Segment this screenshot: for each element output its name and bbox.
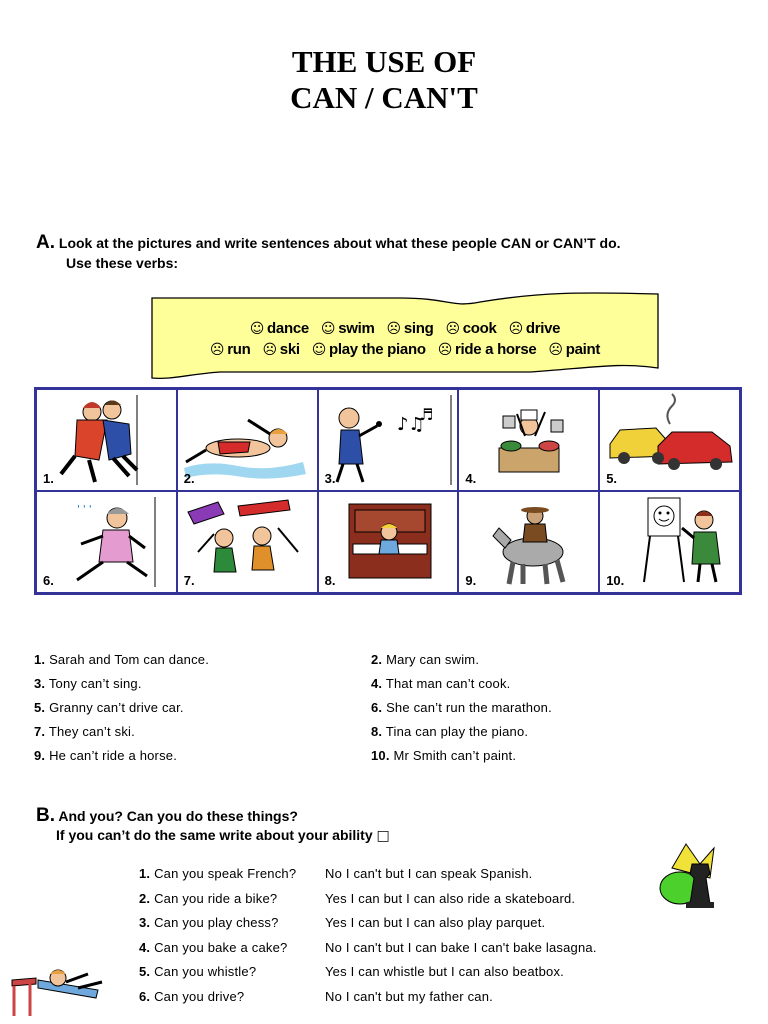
sentence-text: Sarah and Tom can dance. bbox=[49, 652, 210, 667]
sentence-number: 3. bbox=[34, 676, 46, 691]
verb-label: ski bbox=[279, 341, 300, 358]
picture-number: 10. bbox=[606, 573, 625, 588]
section-a-letter: A. bbox=[36, 232, 55, 253]
picture-number: 9. bbox=[465, 573, 477, 588]
question-label: Can you drive? bbox=[154, 988, 245, 1004]
picture-number: 6. bbox=[43, 573, 54, 588]
picture-number: 1. bbox=[43, 471, 54, 486]
sentence-number: 10. bbox=[371, 748, 390, 763]
verb-3 bbox=[445, 320, 496, 337]
picture-number: 7. bbox=[183, 573, 195, 588]
question-number: 3. bbox=[139, 915, 151, 930]
sentence-item bbox=[371, 700, 552, 715]
picture-horse-riding bbox=[458, 491, 599, 593]
sentence-text: That man can’t cook. bbox=[385, 676, 511, 691]
verb-1 bbox=[262, 341, 299, 358]
sentence-number: 5. bbox=[34, 700, 46, 715]
sentence-item bbox=[34, 676, 142, 691]
frown-icon: ☹ bbox=[386, 321, 401, 337]
verb-row-2 bbox=[150, 341, 660, 358]
question-row bbox=[139, 940, 659, 958]
sentence-item bbox=[371, 652, 479, 667]
frown-icon: ☹ bbox=[508, 321, 523, 337]
question-row bbox=[139, 891, 659, 909]
frown-icon: ☹ bbox=[445, 321, 460, 337]
sentence-number: 9. bbox=[34, 748, 46, 763]
verb-4 bbox=[509, 320, 561, 337]
sentence-number: 2. bbox=[371, 652, 383, 667]
frown-icon: ☹ bbox=[209, 342, 225, 358]
verb-label: swim bbox=[338, 320, 375, 337]
question-number: 6. bbox=[139, 988, 151, 1004]
section-a-instruction-line-2: Use these verbs: bbox=[66, 255, 179, 271]
question-number: 2. bbox=[139, 890, 151, 906]
verb-3 bbox=[438, 341, 537, 358]
picture-number: 8. bbox=[324, 573, 336, 588]
question-number: 1. bbox=[139, 866, 151, 881]
question-row bbox=[139, 915, 659, 933]
verb-4 bbox=[548, 341, 600, 358]
verb-label: run bbox=[227, 341, 251, 358]
verb-label: cook bbox=[462, 320, 497, 337]
section-b-instruction-line-2-wrap bbox=[56, 827, 390, 844]
picture-skiing bbox=[177, 491, 318, 593]
frown-icon: ☹ bbox=[437, 342, 452, 358]
picture-running bbox=[36, 491, 177, 593]
answer-text: Yes I can but I can also play parquet. bbox=[325, 915, 546, 930]
section-b-instruction-line-1: And you? Can you do these things? bbox=[58, 808, 298, 824]
sentence-number: 6. bbox=[371, 700, 383, 715]
sentence-text: She can’t run the marathon. bbox=[386, 700, 552, 715]
verb-2 bbox=[312, 341, 426, 358]
picture-swimming bbox=[177, 389, 318, 491]
question-label: Can you speak French? bbox=[154, 866, 297, 881]
answer-text: Yes I can whistle but I can also beatbox. bbox=[325, 964, 564, 979]
answer-text: No I can't but my father can. bbox=[325, 988, 493, 1004]
sentence-number: 1. bbox=[34, 652, 46, 667]
frown-icon: ☹ bbox=[262, 342, 277, 358]
verb-1 bbox=[321, 320, 375, 337]
question-label: Can you whistle? bbox=[154, 964, 257, 979]
picture-cooking bbox=[458, 389, 599, 491]
question-text bbox=[139, 866, 296, 881]
sentence-item bbox=[371, 676, 511, 691]
verb-row-1 bbox=[150, 320, 660, 337]
question-number: 4. bbox=[139, 939, 151, 955]
verb-2 bbox=[387, 320, 434, 337]
verb-label: play the piano bbox=[329, 341, 426, 358]
diving-clipart bbox=[8, 960, 108, 1020]
verb-label: drive bbox=[525, 320, 561, 337]
sentence-item bbox=[34, 748, 177, 763]
verb-label: ride a horse bbox=[454, 341, 537, 358]
sentence-text: They can’t ski. bbox=[48, 724, 135, 739]
chess-clipart bbox=[652, 838, 732, 918]
sentence-text: Tina can play the piano. bbox=[385, 724, 529, 739]
smiley-icon: ☺ bbox=[311, 342, 327, 358]
svg-text:' ' ': ' ' ' bbox=[77, 504, 92, 515]
section-b-instruction bbox=[36, 805, 298, 827]
page-title-line-1: THE USE OF bbox=[291, 44, 477, 79]
picture-painting bbox=[599, 491, 740, 593]
question-text bbox=[139, 940, 287, 955]
question-row bbox=[139, 964, 659, 982]
question-text bbox=[139, 989, 244, 1004]
sentence-item bbox=[34, 700, 184, 715]
picture-number: 5. bbox=[606, 471, 618, 486]
picture-car-crash bbox=[599, 389, 740, 491]
answer-text: No I can't but I can bake I can't bake lasagna. bbox=[325, 939, 597, 955]
verb-label: dance bbox=[267, 320, 309, 337]
verb-label: paint bbox=[565, 341, 601, 358]
picture-dancing bbox=[36, 389, 177, 491]
sentence-number: 4. bbox=[371, 676, 383, 691]
sentence-text: Mary can swim. bbox=[386, 652, 480, 667]
question-number: 5. bbox=[139, 964, 151, 979]
question-row bbox=[139, 866, 659, 884]
question-label: Can you ride a bike? bbox=[154, 890, 278, 906]
sentence-number: 7. bbox=[34, 724, 46, 739]
sentence-item bbox=[371, 724, 528, 739]
svg-text:♪♫: ♪♫ bbox=[396, 414, 425, 435]
picture-piano bbox=[318, 491, 459, 593]
verb-0 bbox=[250, 320, 309, 337]
smiley-icon: ☺ bbox=[249, 321, 265, 337]
question-text bbox=[139, 964, 256, 979]
question-label: Can you bake a cake? bbox=[154, 939, 288, 955]
sentence-number: 8. bbox=[371, 724, 383, 739]
sentence-text: Tony can’t sing. bbox=[48, 676, 142, 691]
picture-number: 4. bbox=[465, 471, 477, 486]
verb-label: sing bbox=[403, 320, 434, 337]
sentence-item bbox=[371, 748, 516, 763]
section-a-instruction bbox=[36, 232, 621, 254]
box-icon: □ bbox=[376, 828, 390, 844]
answer-text: Yes I can but I can also ride a skateboard. bbox=[325, 890, 576, 906]
question-row bbox=[139, 989, 659, 1007]
section-a-instruction-line-1: Look at the pictures and write sentences about what these people CAN or CAN’T do. bbox=[58, 235, 621, 251]
picture-number: 2. bbox=[183, 471, 195, 486]
picture-grid bbox=[34, 387, 742, 595]
question-label: Can you play chess? bbox=[154, 915, 279, 930]
question-text bbox=[139, 915, 279, 930]
section-b-letter: B. bbox=[36, 805, 55, 826]
picture-number: 3. bbox=[324, 471, 336, 486]
question-text bbox=[139, 891, 277, 906]
picture-singing bbox=[318, 389, 459, 491]
section-b-instruction-line-2: If you can’t do the same write about your ability bbox=[56, 827, 373, 843]
sentence-text: He can’t ride a horse. bbox=[49, 748, 178, 763]
verb-box bbox=[150, 290, 660, 382]
svg-text:♬: ♬ bbox=[418, 405, 433, 424]
sentence-text: Granny can’t drive car. bbox=[49, 700, 184, 715]
smiley-icon: ☺ bbox=[320, 321, 336, 337]
answer-text: No I can't but I can speak Spanish. bbox=[325, 866, 533, 881]
sentence-item bbox=[34, 724, 135, 739]
verb-0 bbox=[210, 341, 251, 358]
frown-icon: ☹ bbox=[548, 342, 563, 358]
page-title-line-2: CAN / CAN'T bbox=[290, 80, 478, 115]
sentence-item bbox=[34, 652, 209, 667]
sentence-text: Mr Smith can’t paint. bbox=[393, 748, 517, 763]
